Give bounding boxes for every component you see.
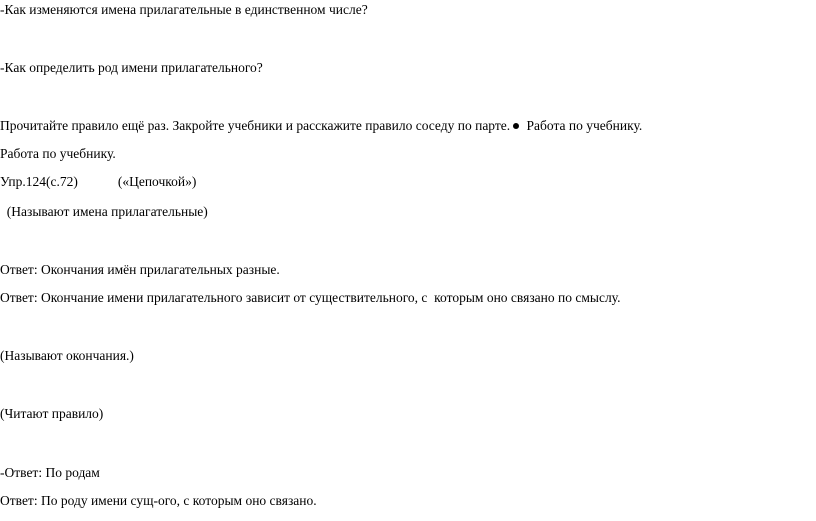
exercise-number: Упр.124(с.72) (0, 174, 78, 189)
answer-by-noun-gender: Ответ: По роду имени сущ-ого, с которым оно связано. (0, 493, 317, 508)
instruction-text: Прочитайте правило ещё раз. Закройте учебники и расскажите правило соседу по парте. (0, 118, 511, 133)
bullet-icon (513, 123, 519, 129)
workbook-line: Работа по учебнику. (0, 146, 116, 161)
name-endings-line: (Называют окончания.) (0, 348, 134, 363)
instruction-workbook-text: Работа по учебнику. (523, 118, 643, 133)
answer-ending-depends: Ответ: Окончание имени прилагательного зависит от существительного, с которым оно связано по смыслу. (0, 290, 621, 305)
exercise-method: («Цепочкой») (117, 174, 197, 189)
exercise-line (0, 174, 196, 190)
question-adjective-gender: -Как определить род имени прилагательного? (0, 60, 263, 75)
names-adjectives-line: (Называют имена прилагательные) (0, 204, 208, 219)
question-adjective-change: -Как изменяются имена прилагательные в единственном числе? (0, 2, 368, 17)
read-rule-line: (Читают правило) (0, 406, 104, 421)
answer-endings-differ: Ответ: Окончания имён прилагательных разные. (0, 262, 280, 277)
instruction-line (0, 118, 642, 134)
answer-by-gender: -Ответ: По родам (0, 465, 100, 480)
